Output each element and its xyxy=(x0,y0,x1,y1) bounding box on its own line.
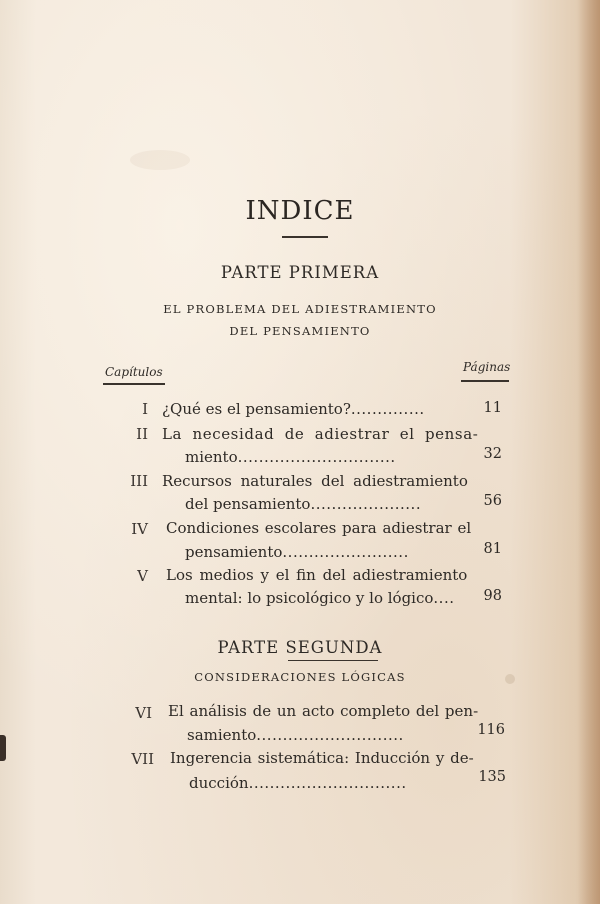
chapter-number: IV xyxy=(131,520,148,538)
title-rule xyxy=(282,236,328,238)
page-number: 135 xyxy=(478,769,506,785)
chapter-title-line xyxy=(166,566,467,584)
chapter-number: VI xyxy=(135,704,152,722)
chapter-title-text: Recursos naturales del adiestramiento xyxy=(162,472,468,490)
chapter-title-line xyxy=(185,543,409,561)
page-number: 81 xyxy=(483,541,502,557)
chapter-title-text: Condiciones escolares para adiestrar el xyxy=(166,519,472,537)
part-one-subtitle-line1: EL PROBLEMA DEL ADIESTRAMIENTO xyxy=(163,302,437,316)
chapter-title-line xyxy=(162,472,468,490)
chapter-title-line xyxy=(189,774,407,792)
page-edge-shadow xyxy=(578,0,600,904)
chapter-title-text: El análisis de un acto completo del pen- xyxy=(168,702,479,720)
part-two-rule xyxy=(288,660,378,661)
paper-stain xyxy=(130,150,190,170)
leader-dots: ............................ xyxy=(256,726,404,744)
chapter-title-text: samiento xyxy=(187,726,257,744)
chapter-title-line xyxy=(185,448,396,466)
chapter-title-text: La necesidad de adiestrar el pensa- xyxy=(162,425,479,443)
chapter-title-line xyxy=(185,495,421,513)
part-one-subtitle xyxy=(0,298,600,342)
pages-column-rule xyxy=(461,380,509,382)
chapter-number: VII xyxy=(131,750,154,768)
leader-dots: .............................. xyxy=(248,774,407,792)
chapter-title-line xyxy=(170,749,474,767)
chapter-title-text: mental: lo psicológico y lo lógico xyxy=(185,589,434,607)
leader-dots: .............. xyxy=(350,400,425,418)
chapter-number: V xyxy=(137,567,148,585)
leader-dots: ..................... xyxy=(310,495,422,513)
chapter-title-line xyxy=(168,702,478,720)
part-one-heading: PARTE PRIMERA xyxy=(220,263,380,282)
page-number: 98 xyxy=(483,588,502,604)
chapter-number: III xyxy=(130,472,148,490)
chapter-title-text: Ingerencia sistemática: Inducción y de- xyxy=(170,749,474,767)
part-two-heading: PARTE SEGUNDA xyxy=(217,638,383,657)
chapter-title-text: pensamiento xyxy=(185,543,283,561)
chapter-title-line xyxy=(185,589,454,607)
chapter-number: I xyxy=(142,400,148,418)
chapter-title-line xyxy=(162,400,425,418)
chapters-column-rule xyxy=(103,383,165,385)
binding-mark xyxy=(0,735,6,761)
chapter-title-line xyxy=(162,425,478,443)
chapters-column-header: Capítulos xyxy=(105,365,163,379)
leader-dots: .... xyxy=(433,589,455,607)
part-one-subtitle-line2: DEL PENSAMIENTO xyxy=(229,324,371,338)
chapter-number: II xyxy=(136,425,148,443)
chapter-title-text: miento xyxy=(185,448,238,466)
leader-dots: ........................ xyxy=(282,543,409,561)
page-number: 116 xyxy=(477,722,505,738)
chapter-title-line xyxy=(187,726,404,744)
pages-column-header: Páginas xyxy=(463,360,511,374)
chapter-title-text: ducción xyxy=(189,774,249,792)
page-number: 56 xyxy=(483,493,502,509)
page-title: INDICE xyxy=(245,196,355,226)
chapter-title-line xyxy=(166,519,471,537)
chapter-title-text: del pensamiento xyxy=(185,495,311,513)
page-number: 11 xyxy=(483,400,502,416)
leader-dots: .............................. xyxy=(237,448,396,466)
part-two-subtitle: CONSIDERACIONES LÓGICAS xyxy=(194,670,406,684)
chapter-title-text: Los medios y el fin del adiestramiento xyxy=(166,566,468,584)
chapter-title-text: ¿Qué es el pensamiento? xyxy=(162,400,351,418)
page-number: 32 xyxy=(483,446,502,462)
